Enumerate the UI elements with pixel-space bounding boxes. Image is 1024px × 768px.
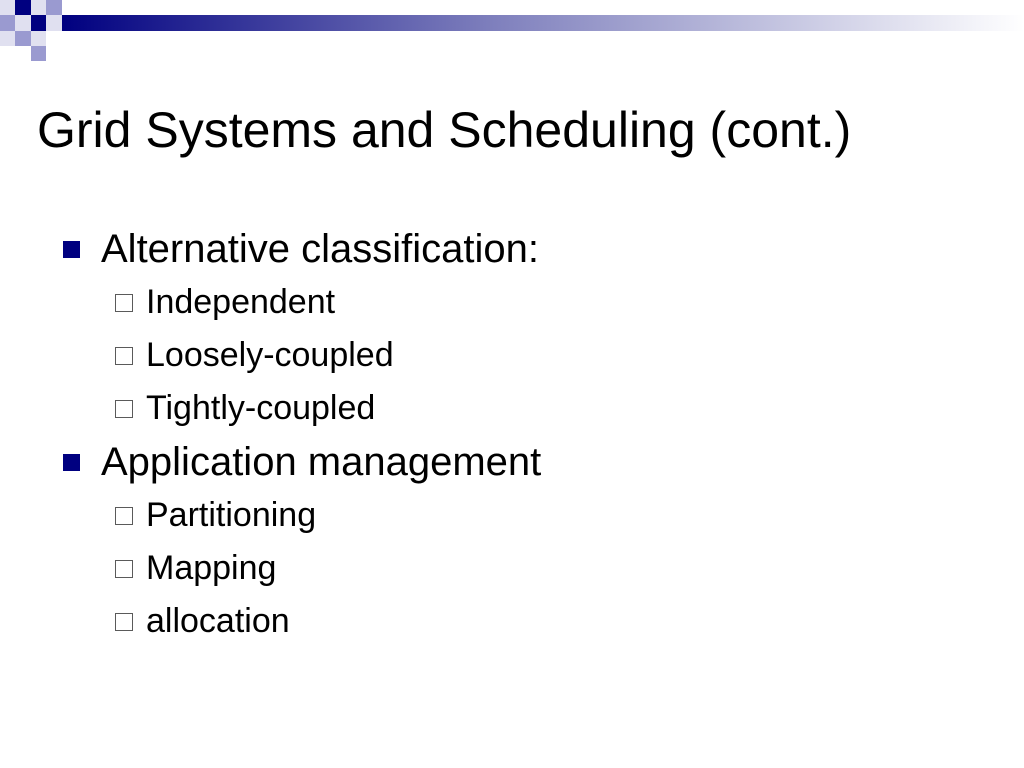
sub-bullet-item [63,382,983,435]
header-gradient-bar [62,15,1024,31]
bullet-item [63,222,983,276]
slide-title: Grid Systems and Scheduling (cont.) [37,102,852,158]
hollow-square-bullet-icon [115,507,133,525]
sub-bullet-text: Tightly-coupled [146,389,376,427]
square-bullet-icon [63,241,80,258]
hollow-square-bullet-icon [115,400,133,418]
sub-bullet-text: Partitioning [146,496,317,534]
hollow-square-bullet-icon [115,347,133,365]
hollow-square-bullet-icon [115,560,133,578]
sub-list [63,489,983,648]
sub-bullet-text: allocation [146,602,290,640]
hollow-square-bullet-icon [115,613,133,631]
hollow-square-bullet-icon [115,294,133,312]
bullet-list [63,222,983,648]
sub-list-container [63,276,983,435]
bullet-item [63,435,983,489]
sub-bullet-item [63,595,983,648]
sub-bullet-text: Loosely-coupled [146,336,394,374]
sub-bullet-item [63,489,983,542]
bullet-text: Alternative classification: [101,227,539,271]
sub-bullet-text: Mapping [146,549,277,587]
sub-bullet-text: Independent [146,283,336,321]
square-bullet-icon [63,454,80,471]
sub-list [63,276,983,435]
header-decoration [0,0,1024,62]
header-checker-squares [0,0,62,61]
sub-bullet-item [63,329,983,382]
bullet-text: Application management [101,440,542,484]
sub-bullet-item [63,276,983,329]
sub-list-container [63,489,983,648]
sub-bullet-item [63,542,983,595]
